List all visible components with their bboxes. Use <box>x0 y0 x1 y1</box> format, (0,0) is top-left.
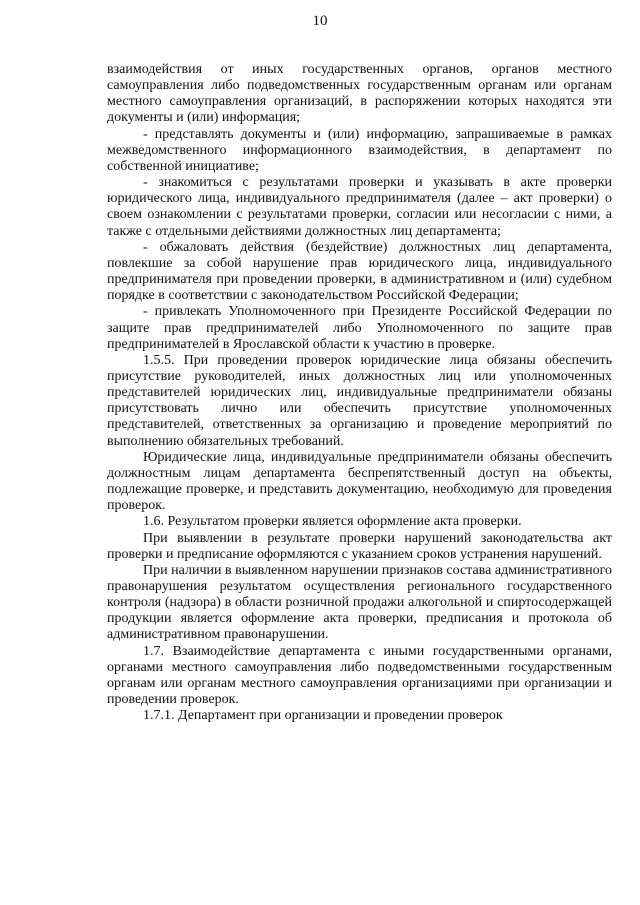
paragraph-right-involve-ombudsman: - привлекать Уполномоченного при Президенте Российской Федерации по защите прав предпринимателей либо Уполномоченного по защите прав предпринимателей в Ярославской области к участию в проверке. <box>107 304 612 352</box>
paragraph-administrative-offense: При наличии в выявленном нарушении признаков состава административного правонарушения результатом осуществления регионального государственного контроля (надзора) в области розничной продажи алкогольной и спиртосодержащей продукции является оформление акта проверки, предписания и протокола об административном правонарушении. <box>107 562 612 643</box>
paragraph-right-appeal: - обжаловать действия (бездействие) должностных лиц департамента, повлекшие за собой нарушение прав юридического лица, индивидуального предпринимателя при проведении проверки, в административном и (или) судебном порядке в соответствии с законодательством Российской Федерации; <box>107 239 612 304</box>
page-number: 10 <box>312 13 328 29</box>
document-body <box>107 62 612 724</box>
paragraph-continuation: взаимодействия от иных государственных органов, органов местного самоуправления либо подведомственных государственным органам или органам местного самоуправления организаций, в распоряжении которых находятся эти документы и (или) информация; <box>107 62 612 126</box>
paragraph-access-obligation: Юридические лица, индивидуальные предприниматели обязаны обеспечить должностным лицам департамента беспрепятственный доступ на объекты, подлежащие проверке, и представить документацию, необходимую для проведения проверок. <box>107 449 612 514</box>
paragraph-1-5-5: 1.5.5. При проведении проверок юридические лица обязаны обеспечить присутствие руководителей, иных должностных лиц или уполномоченных представителей юридических лиц, индивидуальные предприниматели обязаны присутствовать лично или обеспечить присутствие уполномоченных представителей, ответственных за организацию и проведение мероприятий по выполнению обязательных требований. <box>107 352 612 449</box>
paragraph-right-review-results: - знакомиться с результатами проверки и указывать в акте проверки юридического лица, индивидуального предпринимателя (далее – акт проверки) о своем ознакомлении с результатами проверки, согласии или несогласии с ними, а также с отдельными действиями должностных лиц департамента; <box>107 175 612 239</box>
paragraph-violations-act: При выявлении в результате проверки нарушений законодательства акт проверки и предписание оформляются с указанием сроков устранения нарушений. <box>107 530 612 562</box>
paragraph-1-7: 1.7. Взаимодействие департамента с иными государственными органами, органами местного самоуправления либо подведомственными государственным органам или органам местного самоуправления организациями при организации и проведении проверок. <box>107 643 612 708</box>
paragraph-1-6: 1.6. Результатом проверки является оформление акта проверки. <box>143 514 522 530</box>
paragraph-1-7-1: 1.7.1. Департамент при организации и проведении проверок <box>143 708 503 724</box>
paragraph-right-submit-documents: - представлять документы и (или) информацию, запрашиваемые в рамках межведомственного информационного взаимодействия, в департамент по собственной инициативе; <box>107 126 612 174</box>
